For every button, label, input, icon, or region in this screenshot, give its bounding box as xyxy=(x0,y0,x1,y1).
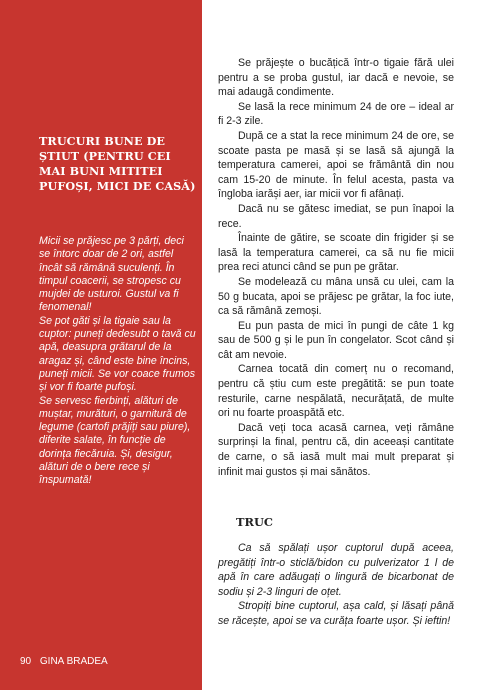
truc-heading: TRUC xyxy=(236,515,273,529)
truc-section xyxy=(218,515,454,629)
recipe-paragraph: Dacă nu se gătesc imediat, se pun înapoi la rece. xyxy=(218,202,454,230)
recipe-paragraph: Înainte de gătire, se scoate din frigider și se lasă la temperatura camerei, ca să nu fie micii prea reci atunci când se pun pe grătar. xyxy=(218,232,454,274)
recipe-paragraph: Dacă veți toca acasă carnea, veți rămâne surprinși la final, pentru că, din aceeași cantitate de carne, o să iasă mult mai mult preparat și infinit mai gustos și mai sănătos. xyxy=(218,421,454,478)
recipe-paragraph: Se prăjește o bucățică într-o tigaie fără ulei pentru a se proba gustul, iar dacă e nevoie, se mai adaugă condimente. xyxy=(218,57,454,99)
tips-paragraph: Micii se prăjesc pe 3 părți, deci se întorc doar de 2 ori, astfel încât să rămână suculenți. În timpul coacerii, se stropesc cu mujdei de usturoi. Gustul va fi fenomenal! xyxy=(39,235,184,314)
recipe-paragraph: Carnea tocată din comerț nu o recomand, pentru că știu cum este pregătită: se pun toate resturile, carne nespălată, necurățată, de multe ori nu foarte proaspătă etc. xyxy=(218,363,454,420)
recipe-paragraph: Se lasă la rece minimum 24 de ore – ideal ar fi 2-3 zile. xyxy=(218,100,454,128)
author-name: GINA BRADEA xyxy=(39,656,108,667)
recipe-paragraph: Eu pun pasta de mici în pungi de câte 1 kg sau de 500 g și le pun în congelator. Scot când și cât am nevoie. xyxy=(218,319,454,361)
tips-paragraph: Se servesc fierbinți, alături de muștar, murături, o garnitură de legume (cartofi prăjiți sau piure), diferite salate, în funcție de dorința fiecăruia. Și, desigur, alături de o bere rece și înspumată! xyxy=(39,394,191,487)
tips-paragraph: Se pot găti și la tigaie sau la cuptor: puneți dedesubt o tavă cu apă, deasupra grătarul de la aragaz și, când este bine încins, puneți micii. Se vor coace frumos și vor fi foarte pufoși. xyxy=(39,314,196,394)
tips-title: TRUCURI BUNE DE ȘTIUT (PENTRU CEI MAI BUNI MITITEI PUFOȘI, MICI DE CASĂ) xyxy=(39,134,196,193)
recipe-text xyxy=(218,56,454,479)
tips-sidebar xyxy=(0,0,202,690)
truc-paragraph: Stropiți bine cuptorul, așa cald, și lăsați până se răcește, apoi se va curăța foarte ușor. Și ieftin! xyxy=(218,600,454,627)
tips-body xyxy=(39,235,196,488)
truc-paragraph: Ca să spălați ușor cuptorul după aceea, pregătiți într-o sticlă/bidon cu pulverizator 1 l de apă în care adăugați o lingură de bicarbonat de sodiu și 2-3 linguri de oțet. xyxy=(218,542,454,598)
recipe-paragraph: Se modelează cu mâna unsă cu ulei, cam la 50 g bucata, apoi se prăjesc pe grătar, la foc iute, ca să rămână zemoși. xyxy=(218,275,454,318)
recipe-paragraph: După ce a stat la rece minimum 24 de ore, se scoate pasta pe masă și se lasă să ajungă la temperatura camerei, apoi se frământă din nou cam 15-20 de minute. În felul acesta, pasta va îngloba iarăși aer, iar micii vor fi afânați. xyxy=(218,129,454,201)
page-number: 90 xyxy=(20,656,32,667)
page-footer xyxy=(20,656,108,667)
